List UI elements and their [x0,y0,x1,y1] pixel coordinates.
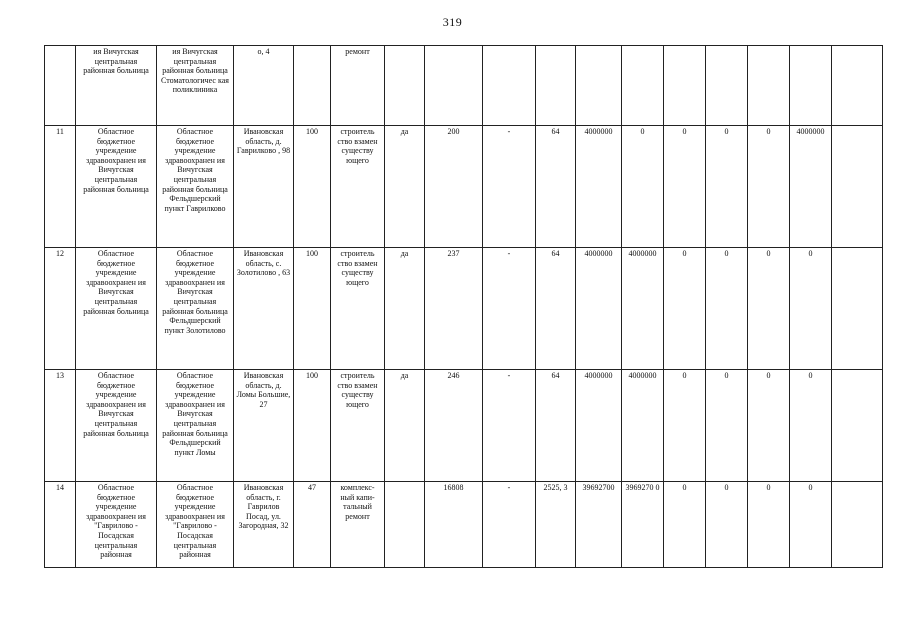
cell-no: 12 [45,248,76,370]
cell-c17 [832,248,883,370]
table-row [45,248,883,370]
cell-c10: 64 [536,126,576,248]
cell-c11: 39692700 [576,482,622,568]
cell-c9: - [483,370,536,482]
cell-c13: 0 [664,370,706,482]
cell-c16: 0 [790,370,832,482]
table-row [45,370,883,482]
cell-c9: - [483,248,536,370]
cell-object: ия Вичугская центральная районная больница Стоматологичес кая поликлиника [157,46,234,126]
cell-area: 200 [425,126,483,248]
table-row [45,126,883,248]
cell-address: Ивановская область, д. Гаврилково , 98 [234,126,294,248]
data-table [44,45,883,568]
cell-wear [294,46,331,126]
cell-flag: да [385,126,425,248]
cell-no: 14 [45,482,76,568]
cell-c14: 0 [706,126,748,248]
cell-address: Ивановская область, с. Золотилово , 63 [234,248,294,370]
cell-c14: 0 [706,482,748,568]
cell-no: 11 [45,126,76,248]
cell-c9: - [483,126,536,248]
cell-c15: 0 [748,126,790,248]
cell-no [45,46,76,126]
cell-area: 16808 [425,482,483,568]
cell-c10 [536,46,576,126]
cell-area [425,46,483,126]
cell-c11: 4000000 [576,126,622,248]
cell-address: Ивановская область, д. Ломы Большие, 27 [234,370,294,482]
cell-c11: 4000000 [576,248,622,370]
cell-c17 [832,46,883,126]
cell-c10: 64 [536,370,576,482]
table-row [45,46,883,126]
cell-c12: 3969270 0 [622,482,664,568]
cell-c17 [832,126,883,248]
cell-c11: 4000000 [576,370,622,482]
cell-flag [385,482,425,568]
cell-area: 237 [425,248,483,370]
cell-work: строитель ство взамен существу ющего [331,370,385,482]
cell-c14: 0 [706,248,748,370]
cell-c14 [706,46,748,126]
cell-address: о, 4 [234,46,294,126]
cell-wear: 100 [294,126,331,248]
cell-work: ремонт [331,46,385,126]
cell-c16: 4000000 [790,126,832,248]
cell-work: комплекс- ный капи- тальный ремонт [331,482,385,568]
table-row [45,482,883,568]
cell-c15: 0 [748,482,790,568]
cell-c9 [483,46,536,126]
cell-flag: да [385,248,425,370]
cell-c12: 4000000 [622,248,664,370]
cell-object: Областное бюджетное учреждение здравоохранен ия "Гаврилово - Посадская центральная районная [157,482,234,568]
cell-c11 [576,46,622,126]
cell-address: Ивановская область, г. Гаврилов Посад, ул. Загородная, 32 [234,482,294,568]
cell-object: Областное бюджетное учреждение здравоохранен ия Вичугская центральная районная больница Фельдшерский пункт Ломы [157,370,234,482]
cell-c17 [832,370,883,482]
cell-c15: 0 [748,248,790,370]
cell-wear: 100 [294,370,331,482]
cell-object: Областное бюджетное учреждение здравоохранен ия Вичугская центральная районная больница Фельдшерский пункт Золотилово [157,248,234,370]
cell-c12: 4000000 [622,370,664,482]
cell-c12: 0 [622,126,664,248]
cell-owner: Областное бюджетное учреждение здравоохранен ия Вичугская центральная районная больница [76,370,157,482]
cell-wear: 47 [294,482,331,568]
cell-c10: 2525, 3 [536,482,576,568]
cell-work: строитель ство взамен существу ющего [331,248,385,370]
cell-flag: да [385,370,425,482]
cell-wear: 100 [294,248,331,370]
cell-c15: 0 [748,370,790,482]
cell-c13: 0 [664,126,706,248]
cell-owner: Областное бюджетное учреждение здравоохранен ия Вичугская центральная районная больница [76,248,157,370]
cell-c17 [832,482,883,568]
cell-no: 13 [45,370,76,482]
cell-flag [385,46,425,126]
cell-c9: - [483,482,536,568]
cell-owner: Областное бюджетное учреждение здравоохранен ия "Гаврилово - Посадская центральная районная [76,482,157,568]
cell-c16: 0 [790,248,832,370]
cell-work: строитель ство взамен существу ющего [331,126,385,248]
cell-area: 246 [425,370,483,482]
cell-c16 [790,46,832,126]
cell-c13: 0 [664,248,706,370]
page-number: 319 [442,15,463,29]
cell-c16: 0 [790,482,832,568]
cell-c14: 0 [706,370,748,482]
cell-object: Областное бюджетное учреждение здравоохранен ия Вичугская центральная районная больница Фельдшерский пункт Гаврилково [157,126,234,248]
cell-c13: 0 [664,482,706,568]
cell-c10: 64 [536,248,576,370]
cell-owner: Областное бюджетное учреждение здравоохранен ия Вичугская центральная районная больница [76,126,157,248]
cell-c15 [748,46,790,126]
cell-owner: ия Вичугская центральная районная больница [76,46,157,126]
cell-c13 [664,46,706,126]
cell-c12 [622,46,664,126]
